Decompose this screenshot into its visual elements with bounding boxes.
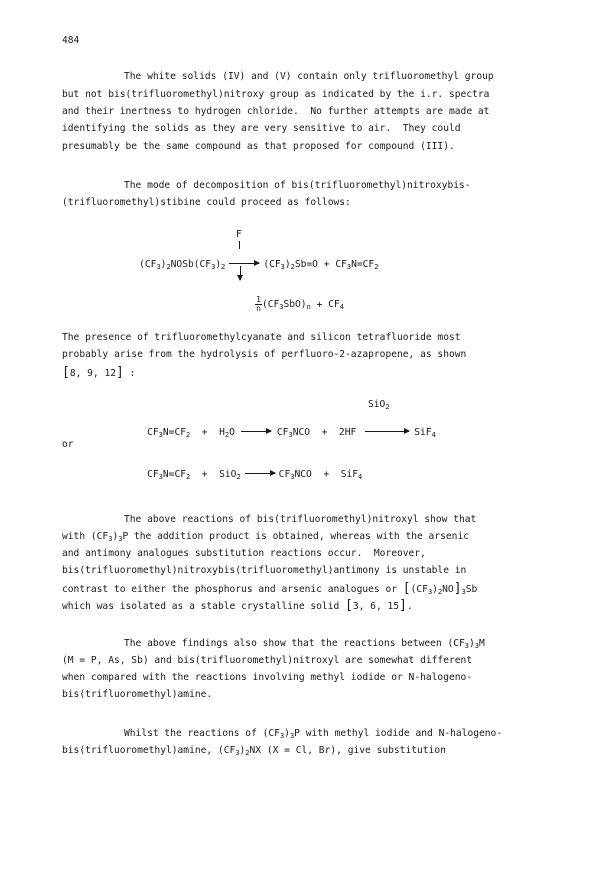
- text-line: (trifluoromethyl)stibine could proceed as follows:: [62, 197, 351, 208]
- formula: $CF_3N=CF_2$: [147, 468, 191, 481]
- text-line: and their inertness to hydrogen chloride. No further attempts are made at: [62, 106, 490, 117]
- text-line: Whilst the reactions of $(CF_3)_3P$ with methyl iodide and N-halogeno-: [124, 728, 503, 740]
- formula: SiF$_4$: [340, 468, 363, 481]
- text-line: and antimony analogues substitution reactions occur. Moreover,: [62, 548, 426, 559]
- plus-sign: +: [201, 426, 208, 438]
- equation-row: [124, 460, 362, 489]
- text-line: when compared with the reactions involving methyl iodide or N-halogeno-: [62, 672, 473, 683]
- plus-sign: +: [321, 426, 328, 438]
- plus-sign: +: [316, 299, 323, 311]
- reaction-arrow: [241, 431, 271, 432]
- reaction-arrow: [245, 473, 275, 474]
- page-number: 484: [62, 35, 80, 46]
- text-line: presumably be the same compound as that proposed for compound (III).: [62, 141, 455, 152]
- text-line: contrast to either the phosphorus and arsenic analogues or $[(CF_3)_2NO]_3Sb$: [62, 581, 478, 596]
- text-line: bis(trifluoromethyl)nitroxybis(trifluoromethyl)antimony is unstable in: [62, 565, 467, 576]
- formula: $(CF_3)_2NOSb(CF_3)_2$: [139, 258, 226, 271]
- formula: SiO$_2$: [219, 468, 241, 481]
- equation-row: [232, 286, 344, 322]
- text-line: identifying the solids as they are very sensitive to air. They could: [62, 123, 461, 134]
- formula: SiF$_4$: [414, 426, 436, 439]
- formula: $(CF_3)_2Sb=O$: [263, 258, 318, 271]
- formula: $H_2O$: [219, 426, 235, 439]
- formula: $CF_3N=CF_2$: [335, 258, 379, 271]
- formula: $CF_4$: [328, 299, 344, 312]
- text-line: The above findings also show that the reactions between $(CF_3)_3M$: [124, 638, 485, 650]
- plus-sign: +: [323, 258, 330, 270]
- formula: 2HF: [338, 426, 357, 438]
- formula: $CF_3NCO$: [276, 426, 311, 439]
- reaction-arrow: [365, 431, 409, 432]
- plus-sign: +: [323, 468, 330, 480]
- text-line: bis(trifluoromethyl)amine.: [62, 689, 213, 700]
- reaction-arrow: [229, 263, 259, 264]
- text-line: The mode of decomposition of bis(trifluoromethyl)nitroxybis-: [124, 180, 471, 191]
- text-line: which was isolated as a stable crystalline solid [3, 6, 15].: [62, 598, 413, 613]
- bond-line: [239, 241, 240, 249]
- equation-row: [116, 250, 378, 279]
- equation-row: [124, 418, 436, 447]
- fraction-numerator: 1: [256, 294, 261, 304]
- arrow-label: SiO$_2$: [368, 399, 390, 411]
- plus-sign: +: [201, 468, 208, 480]
- formula: $CF_3NCO$: [278, 468, 312, 481]
- text-line: The above reactions of bis(trifluoromethyl)nitroxyl show that: [124, 514, 477, 525]
- fraction: [255, 296, 262, 313]
- down-arrow: [240, 266, 241, 280]
- text-line: with $(CF_3)_3P$ the addition product is obtained, whereas with the arsenic: [62, 531, 469, 543]
- text-line: probably arise from the hydrolysis of perfluoro-2-azapropene, as shown: [62, 349, 467, 360]
- connector-text: or: [62, 439, 74, 450]
- text-line: [8, 9, 12] :: [62, 365, 136, 380]
- text-line: but not bis(trifluoromethyl)nitroxy group as indicated by the i.r. spectra: [62, 89, 490, 100]
- formula: $CF_3N=CF_2$: [147, 426, 191, 439]
- fraction-denominator: n: [256, 303, 261, 313]
- formula: $(CF_3SbO)_n$: [261, 299, 311, 312]
- text-line: bis(trifluoromethyl)amine, $(CF_3)_2NX$ (X = Cl, Br), give substitution: [62, 745, 446, 757]
- text-line: (M = P, As, Sb) and bis(trifluoromethyl)nitroxyl are somewhat different: [62, 655, 473, 666]
- fluorine-label: F: [236, 229, 242, 240]
- text-line: The white solids (IV) and (V) contain only trifluoromethyl group: [124, 71, 494, 82]
- text-line: The presence of trifluoromethylcyanate and silicon tetrafluoride most: [62, 332, 461, 343]
